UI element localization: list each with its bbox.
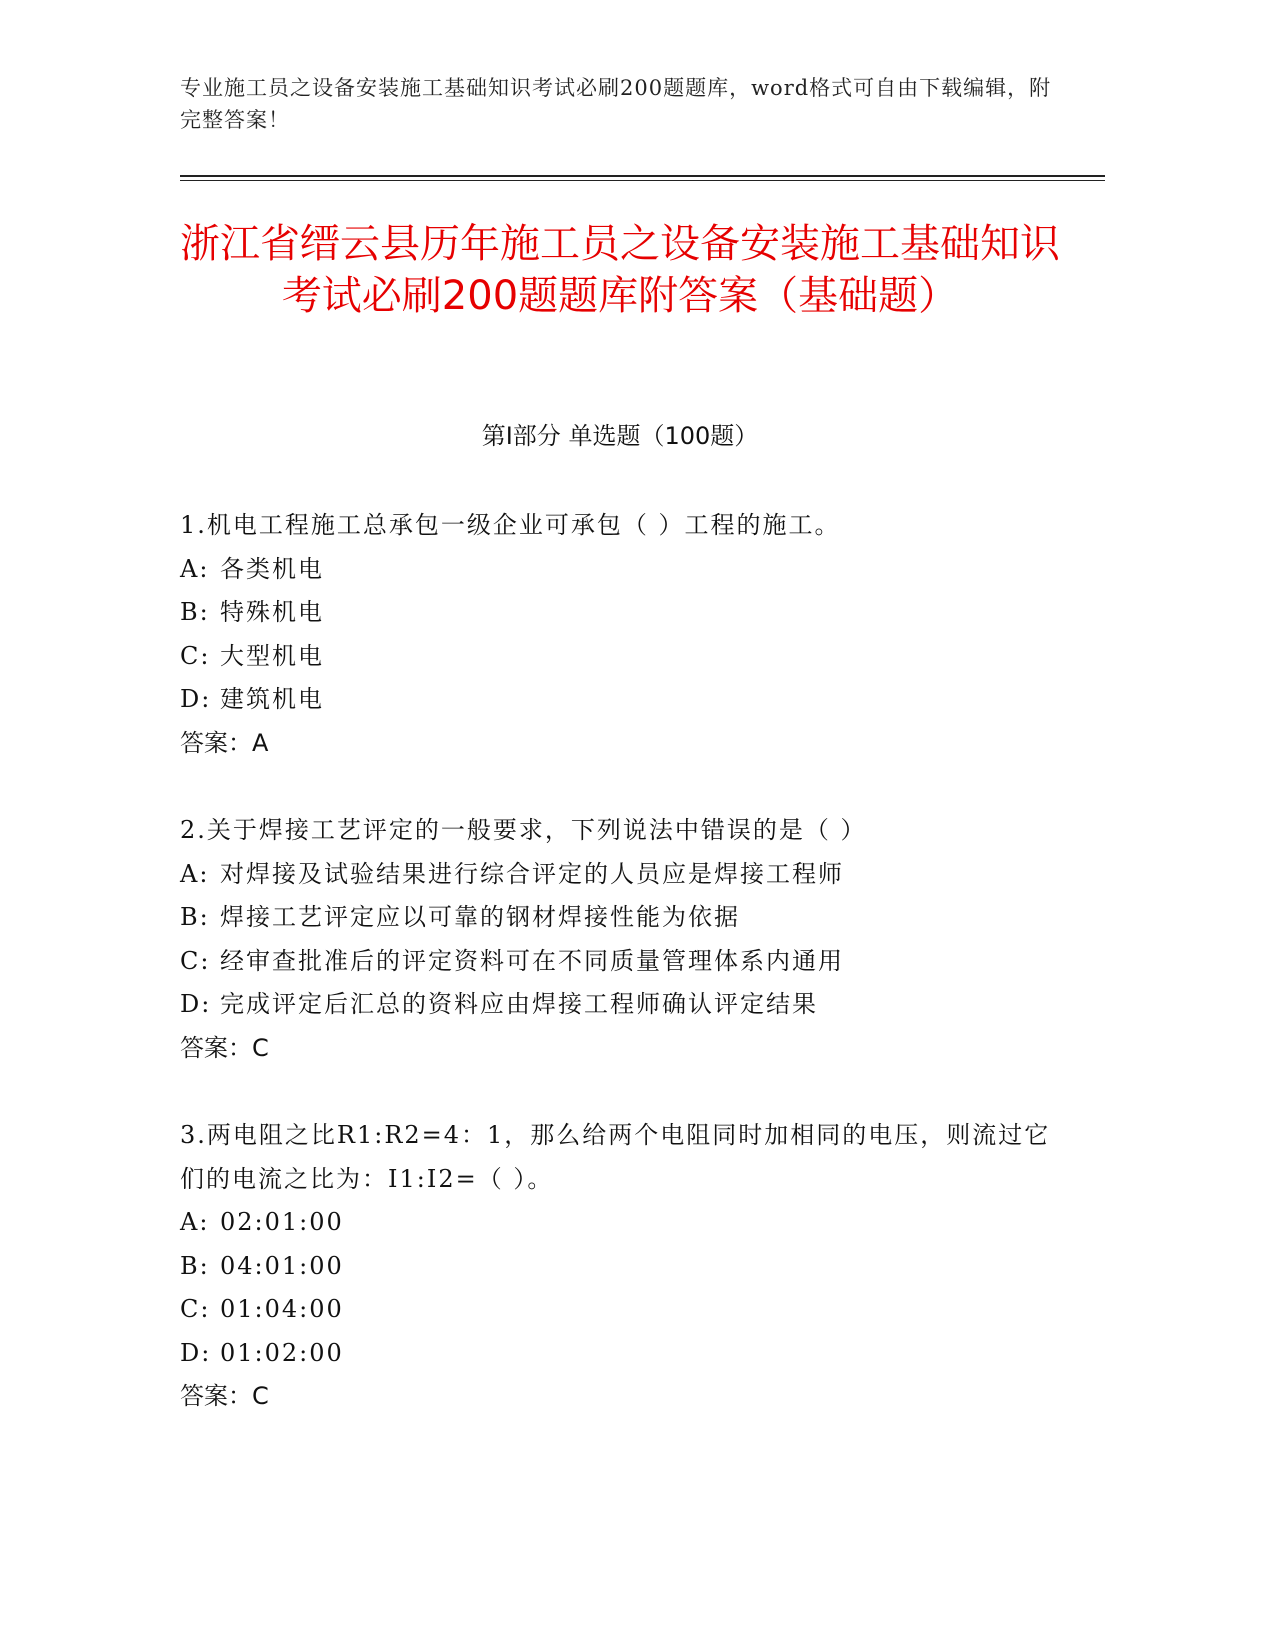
question-1 bbox=[180, 504, 1060, 765]
answer-value: C bbox=[252, 1033, 269, 1062]
option-text: 特殊机电 bbox=[220, 598, 324, 626]
option-text: 完成评定后汇总的资料应由焊接工程师确认评定结果 bbox=[220, 990, 818, 1018]
option-key: B: bbox=[180, 1251, 210, 1280]
option-a bbox=[180, 548, 1060, 592]
question-stem: 2.关于焊接工艺评定的一般要求，下列说法中错误的是（ ） bbox=[180, 816, 867, 844]
option-key: A: bbox=[180, 859, 210, 888]
answer-value: A bbox=[252, 728, 269, 757]
option-text: 04:01:00 bbox=[220, 1251, 344, 1280]
question-2 bbox=[180, 809, 1060, 1070]
option-text: 建筑机电 bbox=[220, 685, 324, 713]
option-key: A: bbox=[180, 554, 210, 583]
question-3 bbox=[180, 1114, 1060, 1419]
option-text: 经审查批准后的评定资料可在不同质量管理体系内通用 bbox=[220, 946, 844, 975]
header-note: 专业施工员之设备安装施工基础知识考试必刷200题题库，word格式可自由下载编辑，附完整答案！ bbox=[180, 76, 1052, 132]
option-key: C: bbox=[180, 946, 211, 975]
option-key: D: bbox=[180, 685, 212, 713]
option-text: 01:04:00 bbox=[220, 1295, 344, 1323]
header-divider-thick bbox=[180, 175, 1105, 177]
answer-line bbox=[180, 1027, 1060, 1071]
option-text: 02:01:00 bbox=[220, 1208, 344, 1236]
option-d bbox=[180, 983, 1060, 1027]
option-key: B: bbox=[180, 903, 210, 931]
option-d bbox=[180, 1332, 1060, 1376]
option-text: 焊接工艺评定应以可靠的钢材焊接性能为依据 bbox=[220, 903, 740, 931]
answer-line bbox=[180, 722, 1060, 766]
option-b bbox=[180, 1245, 1060, 1289]
option-a bbox=[180, 1201, 1060, 1245]
option-b bbox=[180, 896, 1060, 940]
option-key: D: bbox=[180, 990, 212, 1018]
answer-label: 答案： bbox=[180, 1033, 252, 1062]
question-stem: 3.两电阻之比R1:R2=4：1，那么给两个电阻同时加相同的电压，则流过它们的电流之比为：I1:I2=（ ）。 bbox=[180, 1121, 1051, 1193]
option-text: 大型机电 bbox=[220, 641, 324, 670]
option-key: D: bbox=[180, 1338, 212, 1367]
option-a bbox=[180, 853, 1060, 897]
option-key: C: bbox=[180, 641, 211, 670]
answer-label: 答案： bbox=[180, 728, 252, 757]
option-c bbox=[180, 1288, 1060, 1332]
question-stem: 1.机电工程施工总承包一级企业可承包（ ）工程的施工。 bbox=[180, 511, 841, 539]
answer-value: C bbox=[252, 1382, 269, 1410]
option-b bbox=[180, 591, 1060, 635]
option-key: B: bbox=[180, 598, 210, 626]
option-d bbox=[180, 678, 1060, 722]
section-title: 第Ⅰ部分 单选题（100题） bbox=[481, 422, 759, 450]
option-text: 各类机电 bbox=[220, 554, 324, 583]
answer-label: 答案： bbox=[180, 1382, 252, 1410]
answer-line bbox=[180, 1375, 1060, 1419]
option-key: A: bbox=[180, 1208, 210, 1236]
header-divider-thin bbox=[180, 180, 1105, 181]
option-text: 01:02:00 bbox=[220, 1338, 344, 1367]
option-c bbox=[180, 940, 1060, 984]
option-key: C: bbox=[180, 1295, 211, 1323]
question-list bbox=[180, 504, 1060, 1463]
option-c bbox=[180, 635, 1060, 679]
option-text: 对焊接及试验结果进行综合评定的人员应是焊接工程师 bbox=[220, 859, 844, 888]
document-title: 浙江省缙云县历年施工员之设备安装施工基础知识考试必刷200题题库附答案（基础题） bbox=[180, 221, 1060, 319]
